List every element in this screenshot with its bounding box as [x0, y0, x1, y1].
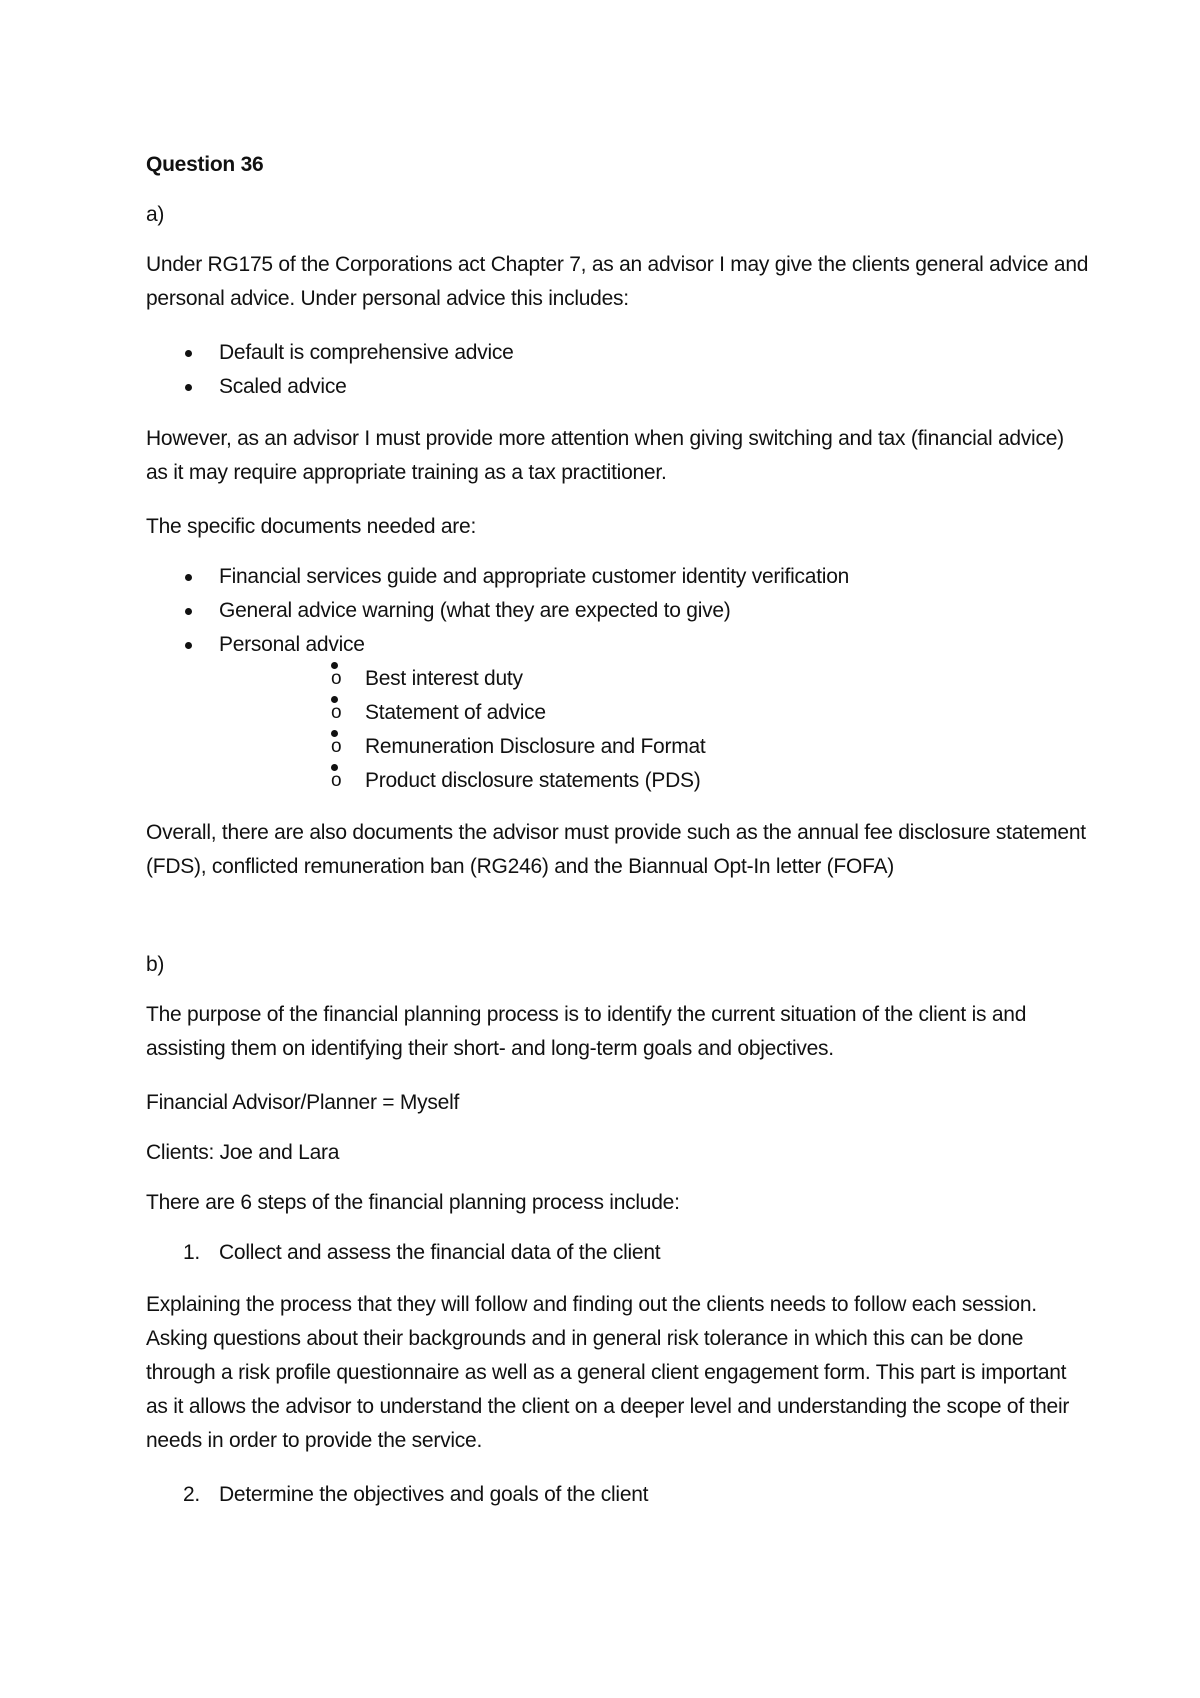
steps-intro: There are 6 steps of the financial planning process include:: [146, 1191, 680, 1214]
list-item: [146, 336, 1090, 370]
question-title: Question 36: [146, 153, 264, 176]
list-item-text: Default is comprehensive advice: [219, 341, 514, 364]
clients-line: Clients: Joe and Lara: [146, 1141, 340, 1164]
list-item: [146, 594, 1090, 628]
list-item: [146, 1236, 1090, 1270]
sub-list-item: [219, 730, 1090, 764]
documents-list: [146, 560, 1090, 798]
advice-types-list: [146, 336, 1090, 404]
steps-list-1: [146, 1236, 1090, 1270]
sub-list-item-text: Best interest duty: [365, 667, 523, 690]
list-item: [146, 560, 1090, 594]
steps-list-2: [146, 1478, 1090, 1512]
part-b-label: b): [146, 953, 165, 976]
sub-list-item-text: Statement of advice: [365, 701, 546, 724]
list-item: [146, 628, 1090, 798]
step-number: 1.: [183, 1241, 201, 1264]
list-item: [146, 1478, 1090, 1512]
step1-description: Explaining the process that they will follow and finding out the clients needs to follow each session. Asking questions about their backgrounds and in general risk tolerance in which this can be done through a risk profile questionnaire as well as a general client engagement form. This part is important as it allows the advisor to understand the client on a deeper level and understanding the scope of their needs in order to provide the service.: [146, 1293, 1070, 1452]
sub-list-item-text: Remuneration Disclosure and Format: [365, 735, 706, 758]
part-b-purpose: The purpose of the financial planning process is to identify the current situation of the client is and assisting them on identifying their short- and long-term goals and objectives.: [146, 1003, 1027, 1060]
sub-list-item-text: Product disclosure statements (PDS): [365, 769, 701, 792]
bullet-icon: [185, 574, 192, 581]
part-a-overall: Overall, there are also documents the advisor must provide such as the annual fee disclosure statement (FDS), conflicted remuneration ban (RG246) and the Biannual Opt-In letter (FOFA): [146, 821, 1086, 878]
circle-bullet-icon: o: [331, 662, 338, 669]
part-a-caution: However, as an advisor I must provide more attention when giving switching and tax (financial advice) as it may require appropriate training as a tax practitioner.: [146, 427, 1064, 484]
planner-line: Financial Advisor/Planner = Myself: [146, 1091, 460, 1114]
list-item-text: Personal advice: [219, 633, 365, 656]
sub-list-item: [219, 662, 1090, 696]
personal-advice-sublist: [219, 662, 1090, 798]
bullet-icon: [185, 350, 192, 357]
circle-bullet-icon: o: [331, 764, 338, 771]
part-a-intro: Under RG175 of the Corporations act Chapter 7, as an advisor I may give the clients general advice and personal advice. Under personal advice this includes:: [146, 253, 1089, 310]
circle-bullet-icon: o: [331, 696, 338, 703]
sub-list-item: [219, 764, 1090, 798]
bullet-icon: [185, 642, 192, 649]
list-item: [146, 370, 1090, 404]
step-title: Collect and assess the financial data of the client: [219, 1241, 661, 1264]
spacer: [146, 904, 1090, 948]
sub-list-item: [219, 696, 1090, 730]
list-item-text: General advice warning (what they are expected to give): [219, 599, 731, 622]
step-number: 2.: [183, 1483, 201, 1506]
documents-intro: The specific documents needed are:: [146, 515, 477, 538]
list-item-text: Financial services guide and appropriate customer identity verification: [219, 565, 850, 588]
list-item-text: Scaled advice: [219, 375, 347, 398]
bullet-icon: [185, 384, 192, 391]
part-a-label: a): [146, 203, 165, 226]
bullet-icon: [185, 608, 192, 615]
step-title: Determine the objectives and goals of the client: [219, 1483, 649, 1506]
circle-bullet-icon: o: [331, 730, 338, 737]
